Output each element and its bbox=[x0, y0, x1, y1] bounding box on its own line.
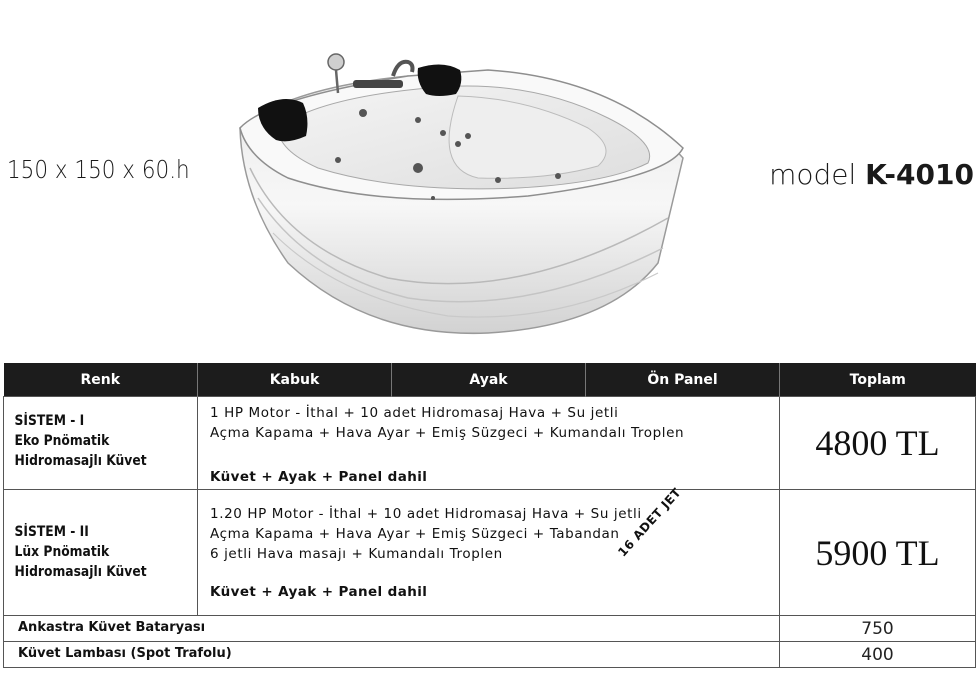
system-subtitle: Hidromasajlı Küvet bbox=[14, 564, 147, 580]
accessory-price: 400 bbox=[780, 642, 976, 668]
model-code: K-4010 bbox=[865, 158, 974, 191]
column-header: Ayak bbox=[392, 363, 586, 397]
accessory-name: Ankastra Küvet Bataryası bbox=[4, 616, 780, 642]
model-prefix: model bbox=[769, 158, 857, 191]
bathtub-image bbox=[228, 48, 698, 348]
column-header: Renk bbox=[4, 363, 198, 397]
description-line: Açma Kapama + Hava Ayar + Emiş Süzgeci + Kumandalı Troplen bbox=[210, 425, 685, 441]
includes-note: Küvet + Ayak + Panel dahil bbox=[210, 469, 428, 485]
accessory-row bbox=[4, 642, 976, 668]
table-row bbox=[4, 397, 976, 490]
system-subtitle: Hidromasajlı Küvet bbox=[14, 453, 147, 469]
table-row bbox=[4, 490, 976, 616]
system-type: Lüx Pnömatik bbox=[14, 544, 110, 560]
description-line: 1.20 HP Motor - İthal + 10 adet Hidromasaj Hava + Su jetli bbox=[210, 506, 642, 522]
price-cell: 4800 TL bbox=[780, 397, 976, 490]
system-description-cell bbox=[198, 397, 780, 490]
accessory-row bbox=[4, 616, 976, 642]
system-title: SİSTEM - I bbox=[14, 413, 85, 429]
system-title: SİSTEM - II bbox=[14, 524, 89, 540]
description-line bbox=[210, 443, 779, 463]
system-description-cell bbox=[198, 485, 780, 616]
column-header: Kabuk bbox=[198, 363, 392, 397]
jet-count-badge: 16 ADET JET bbox=[615, 485, 684, 560]
includes-note: Küvet + Ayak + Panel dahil bbox=[210, 584, 428, 600]
table-header-row bbox=[4, 363, 976, 397]
system-name-cell bbox=[4, 397, 198, 490]
accessory-name: Küvet Lambası (Spot Trafolu) bbox=[4, 642, 780, 668]
description-line: 6 jetli Hava masajı + Kumandalı Troplen bbox=[210, 546, 503, 562]
system-name-cell bbox=[4, 490, 198, 616]
price-cell: 5900 TL bbox=[780, 490, 976, 616]
dimensions-text: 150 x 150 x 60.h bbox=[7, 155, 190, 184]
column-header: Ön Panel bbox=[586, 363, 780, 397]
column-header: Toplam bbox=[780, 363, 976, 397]
model-title bbox=[769, 158, 974, 191]
price-table bbox=[3, 363, 976, 668]
system-type: Eko Pnömatik bbox=[14, 433, 110, 449]
accessory-price: 750 bbox=[780, 616, 976, 642]
description-line: Açma Kapama + Hava Ayar + Emiş Süzgeci + Tabandan bbox=[210, 526, 620, 542]
description-line: 1 HP Motor - İthal + 10 adet Hidromasaj Hava + Su jetli bbox=[210, 405, 619, 421]
